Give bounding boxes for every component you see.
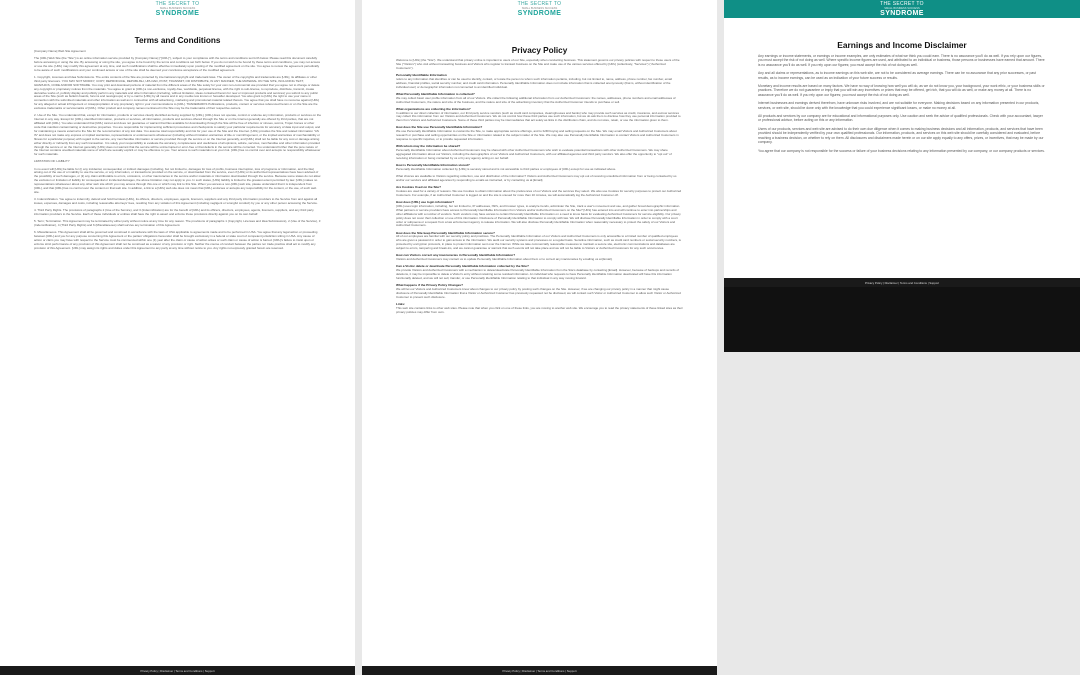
section-heading: How can Visitors correct any inaccuracies in Personally Identifiable Information? [396,253,516,258]
paragraph: [URL] uses login information, including, but not limited to, IP addresses, ISPs, and browser types, to analyze trends, administer the Site, track a user's movement and use, and gather broad demographic information. What partners or service providers have access to Personally Identifiable Information from Visitors and/or Authorized Customers on the Site? [URL] has entered into and will continue to enter into partnerships and other affiliations with a number of vendors. Such vendors may have access to certain Personally Identifiable Information on a need to know basis for evaluating Authorized Customers for service eligibility. Our privacy policy does not cover their collection or use of this information. Disclosure of Personally Identifiable Information to comply with law. We will disclose Personally Identifiable Information in order to comply with a court order or subpoena or a request from a law enforcement agency to release information. We will also disclose Personally Identifiable Information when reasonably necessary to protect the safety of our Visitors and Authorized Customers. [396,203,681,228]
paragraph: Personally Identifiable Information about Authorized Customers may be shared with other Authorized Customers who wish to evaluate potential transactions with other Authorized Customers. We may share aggregated information about our Visitors, including the demographics of our Visitors and Authorized Customers, with our affiliated agencies and third party vendors. We also offer the opportunity to "opt out" of receiving information or being contacted by us or by any agency acting on our behalf. [396,148,672,160]
section-heading: Can a Visitor delete or deactivate Personally Identifiable Information collected by the Site? [396,264,529,269]
section-heading: What Personally Identifiable Information is collected? [396,91,475,96]
paragraph: 5. Term; Termination. This Agreement may be terminated by either party without notice at any time for any reason. The provisions of paragraphs 1 (Copyright, Licenses and Idea Submissions), 2 (Use of the Service), 3 (Indemnification), 4 (Third Party Rights) and 6 (Miscellaneous) shall survive any termination of this Agreement. [34,219,321,227]
paragraph: refers to any information that identifies or can be used to identify, contact, or locate the person to whom such information pertains, including, but not limited to, name, address, phone number, fax number, email address, financial profiles, social security number, and credit card information. Personally Identifiable Information does not include information that is collected anonymously (that is, without identification of the individual user) or demographic information not connected to an identified individual. [396,76,672,89]
paragraph: What choices are available to Visitors regarding collection, use and distribution of the information? Visitors and Authorized Customers may opt out of receiving unsolicited information from or being contacted by us and/or our vendors and affiliated agencies by responding to emails as instructed, or by contacting us at [Email]. [396,174,677,182]
paragraph: 6. Miscellaneous. This Agreement shall all be governed and construed in accordance with the laws of USA applicable to agreements made and to be performed in USA. You agree that any legal action or proceeding between [URL] and you for any purpose concerning this Agreement or the parties' obligations hereunder shall be brought exclusively in a federal or state court of competent jurisdiction sitting in USA. Any cause of action or claim you may have with respect to the Service must be commenced within one (1) year after the claim or cause of action arises or such claim or cause of action is barred. [URL]'s failure to insist upon or enforce strict performance of any provision of this Agreement shall not be construed as a waiver of any provision or right. Neither the course of conduct between the parties nor trade practice shall act to modify any provision of this Agreement. [URL] may assign its rights and duties under this Agreement to any party at any time without notice to you. Any rights not expressly granted herein are reserved. [34,230,318,250]
logo-top-text: THE SECRET TO [155,1,200,7]
paragraph: We may collect basic user profile information from all of our Visitors. We collect the following additional information from our Authorized Customers: the names, addresses, phone numbers and email addresses of Authorized Customers, the nature and size of the business, and the nature and size of the advertising inventory that the Authorized Customer intends to purchase or sell. [396,95,676,104]
page-title: Terms and Conditions [134,36,221,45]
paragraph: 4. Third Party Rights. The provisions of paragraphs 2 (Use of the Service), and 3 (Indemnification) are for the benefit of [URL] and its officers, directors, employees, agents, licensors, suppliers, and any third party information providers to the Service. Each of these individuals or entities shall have the right to assert and enforce those provisions directly against you on its own behalf. [34,208,314,216]
section-heading: What happens if the Privacy Policy Changes? [396,283,464,288]
paragraph: This web site contains links to other web sites. Please note that when you click on one of these links, you are moving to another web site. We encourage you to read the privacy statements of these linked sites as their privacy policies may differ from ours. [396,305,683,314]
paragraph: Visitors and Authorized Customers may contact us to update Personally Identifiable Information about them or to correct any inaccuracies by emailing us at [Email]. [396,257,613,262]
paragraph: Any earnings or income statements, or earnings or income examples, are only estimates of what we think you could earn. There is no assurance you'll do as well. If you rely upon our figures, you must accept the risk of not doing as well. Where specific income figures are used, and attributed to an individual or business, those persons or businesses have earned that amount. There is no assurance you'll do as well. If you rely upon our figures; you must accept the risk of not doing as well. [758,54,1045,67]
paragraph: LIMITATION OF LIABILITY [34,159,70,164]
site-footer[interactable]: Privacy Policy | Disclaimer | Terms and Conditions | Support [0,666,355,675]
paragraph: We provide Visitors and Authorized Customers with a mechanism to delete/deactivate Personally Identifiable Information from the Site's database by contacting [Email]. However, because of backups and records of deletions, it may be impossible to delete a Visitor's entry without retaining some residual information. An individual who requests to have Personally Identifiable Information deactivated will have this information functionally deleted, and we will not sell, transfer, or use Personally Identifiable Information relating to that individual in any way moving forward. [396,268,679,280]
paragraph: Cookies are used for a variety of reasons. We use Cookies to obtain information about the preferences of our Visitors and the services they select. We also use Cookies for security purposes to protect our Authorized Customers. For example, if an Authorized Customer is logged on and the site is unused for more than 10 minutes, we will automatically log the Authorized Customer off. [396,188,682,197]
paragraph: In addition to our direct collection of information, our third party service vendors (such as credit card companies, clearinghouses and banks) who may provide such services as credit, insurance, and escrow services may collect this information from our Visitors and Authorized Customers. We do not control how these third parties use such information, but we do ask them to disclose how they use personal information provided to them from Visitors and Authorized Customers. Some of these third parties may be intermediaries that act solely as links in the distribution chain, and do not store, retain, or use the information given to them. [396,110,681,123]
paragraph: Personally Identifiable Information collected by [URL] is securely stored and is not accessible to third parties or employees of [URL] except for use as indicated above. [396,166,617,171]
paragraph: All of our employees are familiar with our security policy and practices. The Personally Identifiable Information of our Visitors and Authorized Customers is only accessible to a limited number of qualified employees who are given a password in order to gain access to the information. We audit our security systems and processes on a regular basis. Sensitive information, such as credit card numbers or social security numbers, is protected by encryption protocols, in place to protect information sent over the Internet. While we take commercially reasonable measures to maintain a secure site, electronic communications and databases are subject to errors, tampering and break-ins, and we cannot guarantee or warrant that such events will not take place and we will not be liable to Visitors or Authorized Customers for any such occurrences. [396,234,681,251]
section-heading: How does the Site keep Personally Identifiable Information secure? [396,230,495,235]
site-footer[interactable]: Privacy Policy | Disclaimer | Terms and Conditions | Support [362,666,717,675]
paragraph: Internet businesses and earnings derived therefrom, have unknown risks involved, and are not suitable for everyone. Making decisions based on any information presented in our products, services, or web site, should be done only with the knowledge that you could experience significant losses, or make no money at all. [758,101,1040,110]
privacy-body [396,59,683,315]
site-footer[interactable]: Privacy Policy | Disclaimer | Terms and Conditions | Support [724,278,1080,287]
logo-sub-text: SMALL BUSINESS SUCCESS [884,7,920,10]
paragraph: All products and services by our company are for educational and informational purposes only. Use caution and seek the advice of qualified professionals. Check with your accountant, lawyer or professional advisor, before acting on this or any information. [758,114,1043,123]
paragraph: We use Personally Identifiable Information to customize the Site, to make appropriate service offerings, and to fulfill buying and selling requests on the Site. We may email Visitors and Authorized Customers about research or purchase and selling opportunities on the Site or information related to the subject matter of the Site. We may also use Personally Identifiable Information to contact Visitors and Authorized Customers in response to specific inquiries, or to provide requested information. [396,129,679,142]
section-heading: Are Cookies Used on the Site? [396,185,442,190]
logo-main-text[interactable]: SYNDROME [880,10,924,17]
logo-main-text[interactable]: SYNDROME [517,10,562,17]
page-title: Earnings and Income Disclaimer [837,40,967,50]
disclaimer-content [724,40,1080,153]
paragraph: We will let our Visitors and Authorized Customers know about changes to our privacy policy by posting such changes on the Site. However, if we are changing our privacy policy in a manner that might cause disclosure of Personally Identifiable Information that a Visitor or Authorized Customer has previously requested not be disclosed, we will contact such Visitor or Authorized Customer to allow such Visitor or Authorized Customer to prevent such disclosure. [396,286,681,299]
site-header [724,0,1080,18]
terms-page [0,0,355,675]
terms-content [0,36,355,251]
paragraph: Any and all claims or representations, as to income earnings on this web site, are not to be considered as average earnings. There can be no assurance that any prior successes, or past results, as to income earnings, can be used as an indication of your future success or results. [758,71,1036,80]
site-header [0,0,355,16]
paragraph: Welcome to [URL] (the "Site"). We understand that privacy online is important to users of our Site, especially when conducting business. This statement governs our privacy policies with respect to those users of the Site ("Visitors") who visit without transacting business and Visitors who register to transact business on the Site and make use of the various services offered by [URL] (collectively, "Services") ("Authorized Customers"). [396,58,680,70]
section-heading: How does [URL] use login information? [396,199,455,204]
paragraph: 1. Copyright, Licenses and Idea Submissions. The entire contents of the Site are protected by international copyright and trademark laws. The owner of the copyrights and trademarks are [URL], its affiliates or other third party licensors. YOU MAY NOT MODIFY, COPY, REPRODUCE, REPUBLISH, UPLOAD, POST, TRANSMIT, OR DISTRIBUTE, IN ANY MANNER, THE MATERIAL ON THE SITE, INCLUDING TEXT, GRAPHICS, CODE AND/OR SOFTWARE. You may print and download portions of material from the different areas of the Site solely for your own non-commercial use provided that you agree not to change or delete any copyright or proprietary notices from the materials. You agree to grant to [URL] a non-exclusive, royalty-free, worldwide, perpetual license, with the right to sub-license, to reproduce, distribute, transmit, create derivative works of, publicly display and publicly perform any materials and other information (including, without limitation, ideas contained therein for new or improved products and services) you submit to any public areas of the Site (such as bulletin boards, forums and newsgroups) or by e-mail to [URL] by all means and in any media now known or hereafter developed. You also grant to [URL] the right to use your name in connection with the submitted materials and other information as well as in connection with all advertising, marketing and promotional material related thereto. You agree that you shall have no recourse against [URL] for any alleged or actual infringement or misappropriation of any proprietary right in your communications to [URL]. TRADEMARKS Publications, products, content or services referenced herein or on the Site are the exclusive trademarks or servicemarks of [URL]. Other product and company names mentioned in the Site may be the trademarks of their respective owners. [34,74,320,111]
logo-top-text: THE SECRET TO [517,1,562,7]
section-heading: What organizations are collecting the information? [396,106,471,111]
paragraph: [Company Name] Web Site Agreement [34,49,86,53]
site-header [362,0,717,16]
paragraph: The [URL] Web Site (the "Site") is an online information service provided by [Company Name] ("[URL]"), subject to your compliance with the terms and conditions set forth below. Please read this document carefully before accessing or using the site. By accessing or using the site, you agree to be bound by the terms and conditions set forth below. If you do not wish to be bound by these terms and conditions, you may not access or use the site. [URL] may modify this agreement at any time, and such modifications shall be effective immediately upon posting of the modified agreement on the site. You agree to review the agreement periodically to be aware of such modifications and your continued access or use of the site shall be deemed your conclusive acceptance of the modified agreement. [34,56,321,72]
logo-top-text: THE SECRET TO [880,1,924,7]
section-heading: Personally Identifiable Information [396,72,447,77]
disclaimer-body [758,54,1046,153]
disclaimer-page [724,0,1080,352]
paragraph: 2. Use of the Site. You understand that, except for information, products or services clearly identified as being supplied by [URL], [URL] does not operate, control or endorse any information, products or services on the Internet in any way. Except for [URL]- identified information, products or services, all information, products and services offered through the Site or on the Internet generally are offered by third parties, that are not affiliated with [URL]. You also understand that [URL] cannot and does not guarantee or warrant that files available for downloading through the Site will be free of infection or viruses, worms, Trojan horses or other code that manifest contaminating or destructive properties. You are responsible for implementing sufficient procedures and checkpoints to satisfy your particular requirements for accuracy of data input and output, and for maintaining a means external to the Site for the reconstruction of any lost data. You assume total responsibility and risk for your use of the Site and the Internet. [URL] provides the Site and related information "AS IS" and does not make any express or implied warranties, representations or endorsements whatsoever (including without limitation warranties of title or noninfringement, or the implied warranties of merchantability or fitness for a particular purpose) with regard to the service, any merchandise information or service provided through the service or on the Internet generally, and [URL] shall not be liable for any cost or damage arising either directly or indirectly from any such transaction. It is solely your responsibility to evaluate the accuracy, completeness and usefulness of all opinions, advice, services, merchandise and other information provided through the service or on the Internet generally. [URL] does not warrant that the service will be uninterrupted or error-free or that defects in the service will be corrected. You understand further that the pure nature of the Internet contains unedited materials some of which are sexually explicit or may be offensive to you. Your access to such materials is at your risk. [URL] has no control over and accepts no responsibility whatsoever for such materials. [34,113,321,157]
paragraph: You agree that our company is not responsible for the success or failure of your business decisions relating to any information presented by our company, or our company products or services. [758,148,1045,153]
footer-background [724,287,1080,352]
paragraph: Users of our products, services and web site are advised to do their own due diligence when it comes to making business decisions and all information, products, and services that have been provided should be independently verified by your own qualified professionals. Our information, products, and services on this web site should be carefully considered and evaluated, before reaching a business decision, on whether to rely on them. All disclosures and disclaimers made herein or on our site apply equally to any offers, prizes, or incentives, that may be made by our company. [758,126,1044,145]
section-heading: How is Personally Identifiable Information stored? [396,163,470,168]
section-heading: How does the Site use Personally Identifiable Information? [396,125,483,130]
terms-body [34,50,321,251]
logo-main-text[interactable]: SYNDROME [155,10,200,17]
page-title: Privacy Policy [511,46,568,55]
logo-sub-text: SMALL BUSINESS SUCCESS [159,7,196,10]
privacy-page [362,0,717,675]
section-heading: Links: [396,301,406,306]
paragraph: In no event will [URL] be liable for (i) any incidental, consequential, or indirect damages (including, but not limited to, damages for loss of profits, business interruption, loss of programs or information, and the like) arising out of the use of or inability to use the service, or any information, or transactions provided on the service, or downloaded from the service, even if [URL] or its authorized representatives have been advised of the possibility of such damages, or (ii) any claim attributable to errors, omissions, or other inaccuracies in the service and/or materials or information downloaded through the service. Because some states do not allow the exclusion or limitation of liability for consequential or incidental damages, the above limitation may not apply to you. In such states, [URL] liability is limited to the greatest extent permitted by law. [URL] makes no representations whatsoever about any other web site which you may access through this one or which may link to this Site. When you access a non-[URL] web site, please understand that it is independent from [URL], and that [URL] has no control over the content on that web site. In addition, a link to a [URL] web site does not mean that [URL] endorses or accepts any responsibility for the content, or the use, of such web site. [34,166,321,194]
paragraph: Monetary and income results are based on many factors. We have no way of knowing how well you will do, as we do not know you, your background, your work ethic, or your business skills or practices. Therefore we do not guarantee or imply that you will win any incentives or prizes that may be offered, get rich, that you will do as well, or make any money at all. There is no assurance you'll do as well. If you rely upon our figures; you must accept the risk of not doing as well. [758,84,1045,97]
privacy-content [362,46,717,315]
section-heading: With whom may the information be shared? [396,144,461,149]
paragraph: 3. Indemnification. You agree to indemnify, defend and hold harmless [URL], its officers, directors, employees, agents, licensors, suppliers and any third party information providers to the Service from and against all losses, expenses, damages and costs, including reasonable attorneys' fees, resulting from any violation of this Agreement (including negligent or wrongful conduct) by you or any other person accessing the Service. [34,197,318,205]
logo-sub-text: SMALL BUSINESS SUCCESS [521,7,558,10]
